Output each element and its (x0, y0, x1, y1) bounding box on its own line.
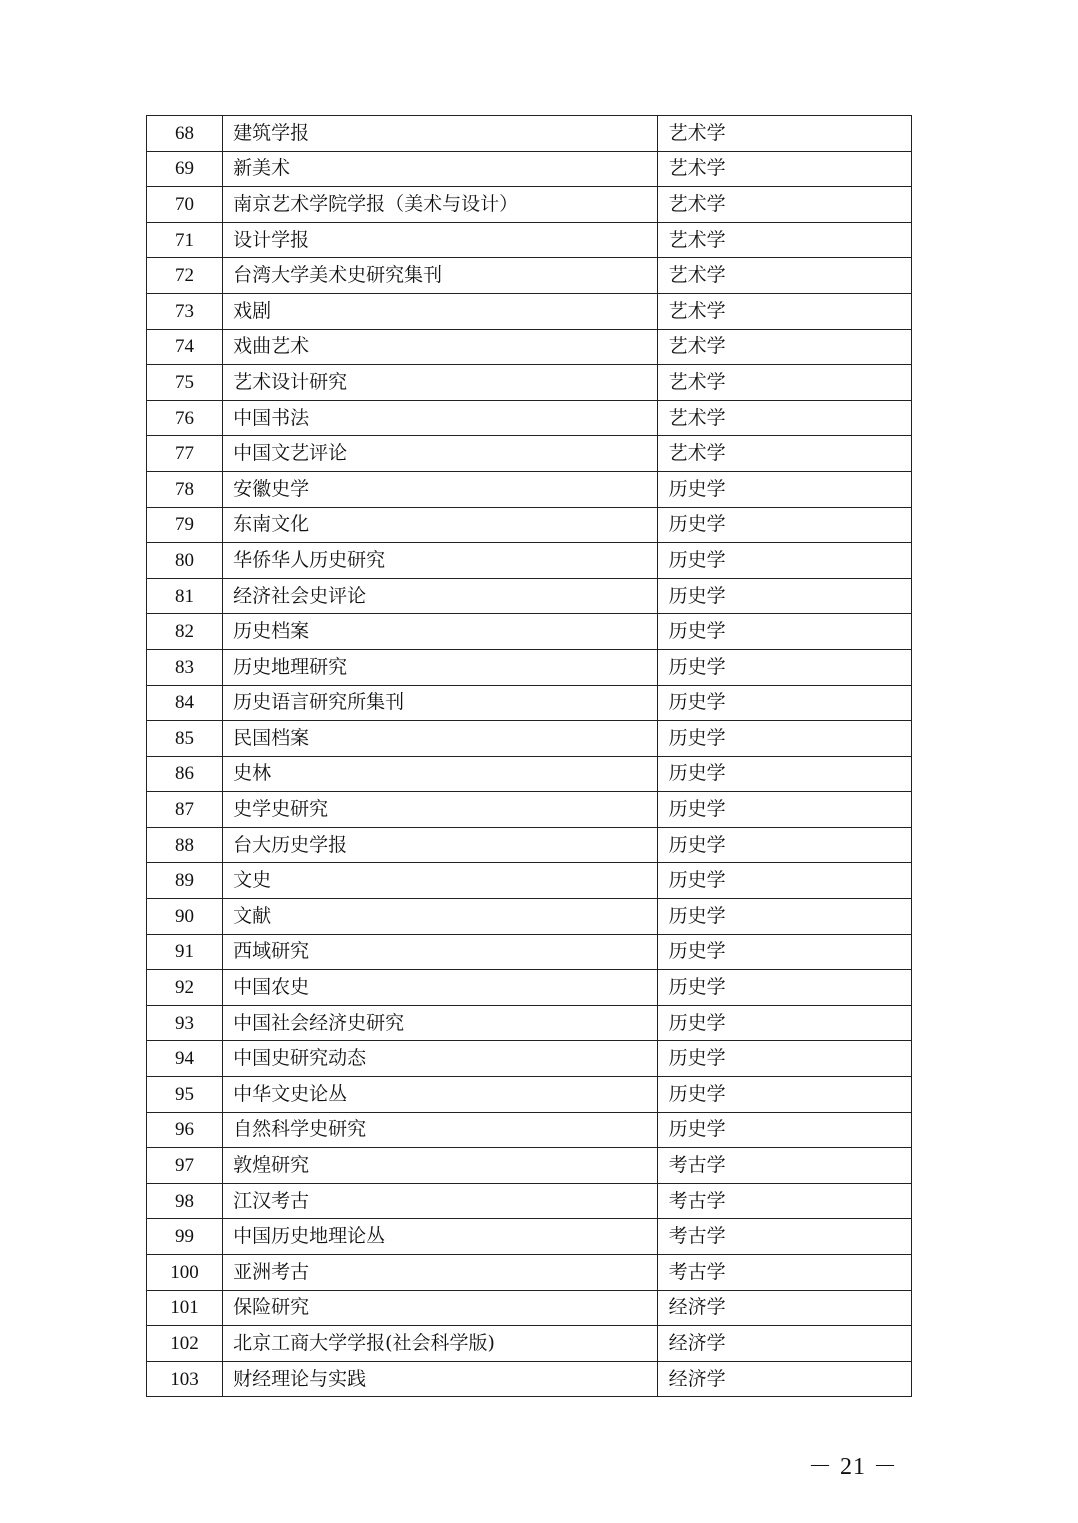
row-number: 80 (147, 543, 223, 579)
table-row (147, 187, 912, 223)
journal-name: 南京艺术学院学报（美术与设计） (223, 187, 658, 223)
row-number: 103 (147, 1361, 223, 1397)
table-row (147, 863, 912, 899)
row-number: 87 (147, 792, 223, 828)
row-number: 101 (147, 1290, 223, 1326)
table-row (147, 471, 912, 507)
row-number: 83 (147, 649, 223, 685)
journal-name: 建筑学报 (223, 116, 658, 152)
table-row (147, 792, 912, 828)
journal-name: 北京工商大学学报(社会科学版) (223, 1326, 658, 1362)
table-row (147, 1183, 912, 1219)
subject-category: 艺术学 (657, 400, 911, 436)
row-number: 93 (147, 1005, 223, 1041)
subject-category: 历史学 (657, 756, 911, 792)
journal-name: 敦煌研究 (223, 1148, 658, 1184)
subject-category: 历史学 (657, 934, 911, 970)
table-row (147, 827, 912, 863)
row-number: 76 (147, 400, 223, 436)
table-row (147, 1148, 912, 1184)
table-row (147, 365, 912, 401)
subject-category: 历史学 (657, 471, 911, 507)
journal-name: 文献 (223, 899, 658, 935)
journal-name: 自然科学史研究 (223, 1112, 658, 1148)
row-number: 78 (147, 471, 223, 507)
subject-category: 历史学 (657, 970, 911, 1006)
table-row (147, 151, 912, 187)
row-number: 100 (147, 1255, 223, 1291)
table-row (147, 1077, 912, 1113)
journal-name: 新美术 (223, 151, 658, 187)
subject-category: 历史学 (657, 578, 911, 614)
subject-category: 艺术学 (657, 329, 911, 365)
table-row (147, 1255, 912, 1291)
journal-name: 台湾大学美术史研究集刊 (223, 258, 658, 294)
row-number: 79 (147, 507, 223, 543)
table-row (147, 1112, 912, 1148)
journal-table-body (147, 116, 912, 1397)
journal-name: 文史 (223, 863, 658, 899)
table-row (147, 329, 912, 365)
table-row (147, 222, 912, 258)
subject-category: 历史学 (657, 1112, 911, 1148)
row-number: 73 (147, 293, 223, 329)
row-number: 97 (147, 1148, 223, 1184)
subject-category: 艺术学 (657, 187, 911, 223)
table-row (147, 756, 912, 792)
page-number: － 21 － (808, 1454, 898, 1480)
journal-name: 安徽史学 (223, 471, 658, 507)
journal-name: 中华文史论丛 (223, 1077, 658, 1113)
journal-name: 华侨华人历史研究 (223, 543, 658, 579)
journal-name: 中国历史地理论丛 (223, 1219, 658, 1255)
table-row (147, 1326, 912, 1362)
row-number: 96 (147, 1112, 223, 1148)
subject-category: 考古学 (657, 1183, 911, 1219)
subject-category: 艺术学 (657, 436, 911, 472)
journal-name: 财经理论与实践 (223, 1361, 658, 1397)
row-number: 86 (147, 756, 223, 792)
subject-category: 历史学 (657, 827, 911, 863)
table-row (147, 1219, 912, 1255)
table-row (147, 436, 912, 472)
subject-category: 历史学 (657, 1041, 911, 1077)
row-number: 88 (147, 827, 223, 863)
journal-name: 亚洲考古 (223, 1255, 658, 1291)
subject-category: 艺术学 (657, 116, 911, 152)
row-number: 91 (147, 934, 223, 970)
subject-category: 历史学 (657, 685, 911, 721)
table-row (147, 1005, 912, 1041)
row-number: 95 (147, 1077, 223, 1113)
row-number: 74 (147, 329, 223, 365)
row-number: 89 (147, 863, 223, 899)
row-number: 71 (147, 222, 223, 258)
journal-name: 设计学报 (223, 222, 658, 258)
subject-category: 历史学 (657, 614, 911, 650)
journal-name: 历史地理研究 (223, 649, 658, 685)
row-number: 94 (147, 1041, 223, 1077)
table-row (147, 1290, 912, 1326)
journal-name: 中国史研究动态 (223, 1041, 658, 1077)
table-row (147, 507, 912, 543)
table-row (147, 899, 912, 935)
subject-category: 历史学 (657, 543, 911, 579)
row-number: 81 (147, 578, 223, 614)
journal-name: 历史档案 (223, 614, 658, 650)
subject-category: 历史学 (657, 1005, 911, 1041)
subject-category: 艺术学 (657, 293, 911, 329)
table-row (147, 1361, 912, 1397)
table-row (147, 685, 912, 721)
row-number: 77 (147, 436, 223, 472)
subject-category: 经济学 (657, 1361, 911, 1397)
journal-name: 史学史研究 (223, 792, 658, 828)
table-row (147, 578, 912, 614)
table-row (147, 721, 912, 757)
journal-name: 台大历史学报 (223, 827, 658, 863)
table-row (147, 293, 912, 329)
row-number: 85 (147, 721, 223, 757)
row-number: 98 (147, 1183, 223, 1219)
row-number: 90 (147, 899, 223, 935)
subject-category: 历史学 (657, 1077, 911, 1113)
row-number: 69 (147, 151, 223, 187)
subject-category: 历史学 (657, 792, 911, 828)
subject-category: 考古学 (657, 1219, 911, 1255)
row-number: 72 (147, 258, 223, 294)
row-number: 70 (147, 187, 223, 223)
journal-name: 史林 (223, 756, 658, 792)
row-number: 75 (147, 365, 223, 401)
subject-category: 历史学 (657, 507, 911, 543)
subject-category: 艺术学 (657, 365, 911, 401)
journal-name: 江汉考古 (223, 1183, 658, 1219)
subject-category: 考古学 (657, 1148, 911, 1184)
subject-category: 历史学 (657, 721, 911, 757)
journal-name: 中国农史 (223, 970, 658, 1006)
journal-name: 中国文艺评论 (223, 436, 658, 472)
table-row (147, 400, 912, 436)
table-row (147, 116, 912, 152)
journal-name: 民国档案 (223, 721, 658, 757)
row-number: 102 (147, 1326, 223, 1362)
row-number: 68 (147, 116, 223, 152)
journal-name: 西域研究 (223, 934, 658, 970)
row-number: 82 (147, 614, 223, 650)
table-row (147, 970, 912, 1006)
subject-category: 艺术学 (657, 151, 911, 187)
journal-name: 艺术设计研究 (223, 365, 658, 401)
row-number: 92 (147, 970, 223, 1006)
journal-name: 东南文化 (223, 507, 658, 543)
subject-category: 考古学 (657, 1255, 911, 1291)
table-row (147, 258, 912, 294)
journal-name: 中国社会经济史研究 (223, 1005, 658, 1041)
subject-category: 经济学 (657, 1326, 911, 1362)
subject-category: 历史学 (657, 863, 911, 899)
row-number: 99 (147, 1219, 223, 1255)
journal-name: 戏曲艺术 (223, 329, 658, 365)
journal-name: 历史语言研究所集刊 (223, 685, 658, 721)
journal-table (146, 115, 912, 1397)
subject-category: 艺术学 (657, 222, 911, 258)
journal-name: 中国书法 (223, 400, 658, 436)
subject-category: 历史学 (657, 649, 911, 685)
table-row (147, 649, 912, 685)
row-number: 84 (147, 685, 223, 721)
table-row (147, 1041, 912, 1077)
table-row (147, 934, 912, 970)
subject-category: 历史学 (657, 899, 911, 935)
table-row (147, 543, 912, 579)
journal-name: 保险研究 (223, 1290, 658, 1326)
subject-category: 经济学 (657, 1290, 911, 1326)
journal-name: 戏剧 (223, 293, 658, 329)
subject-category: 艺术学 (657, 258, 911, 294)
table-row (147, 614, 912, 650)
journal-name: 经济社会史评论 (223, 578, 658, 614)
